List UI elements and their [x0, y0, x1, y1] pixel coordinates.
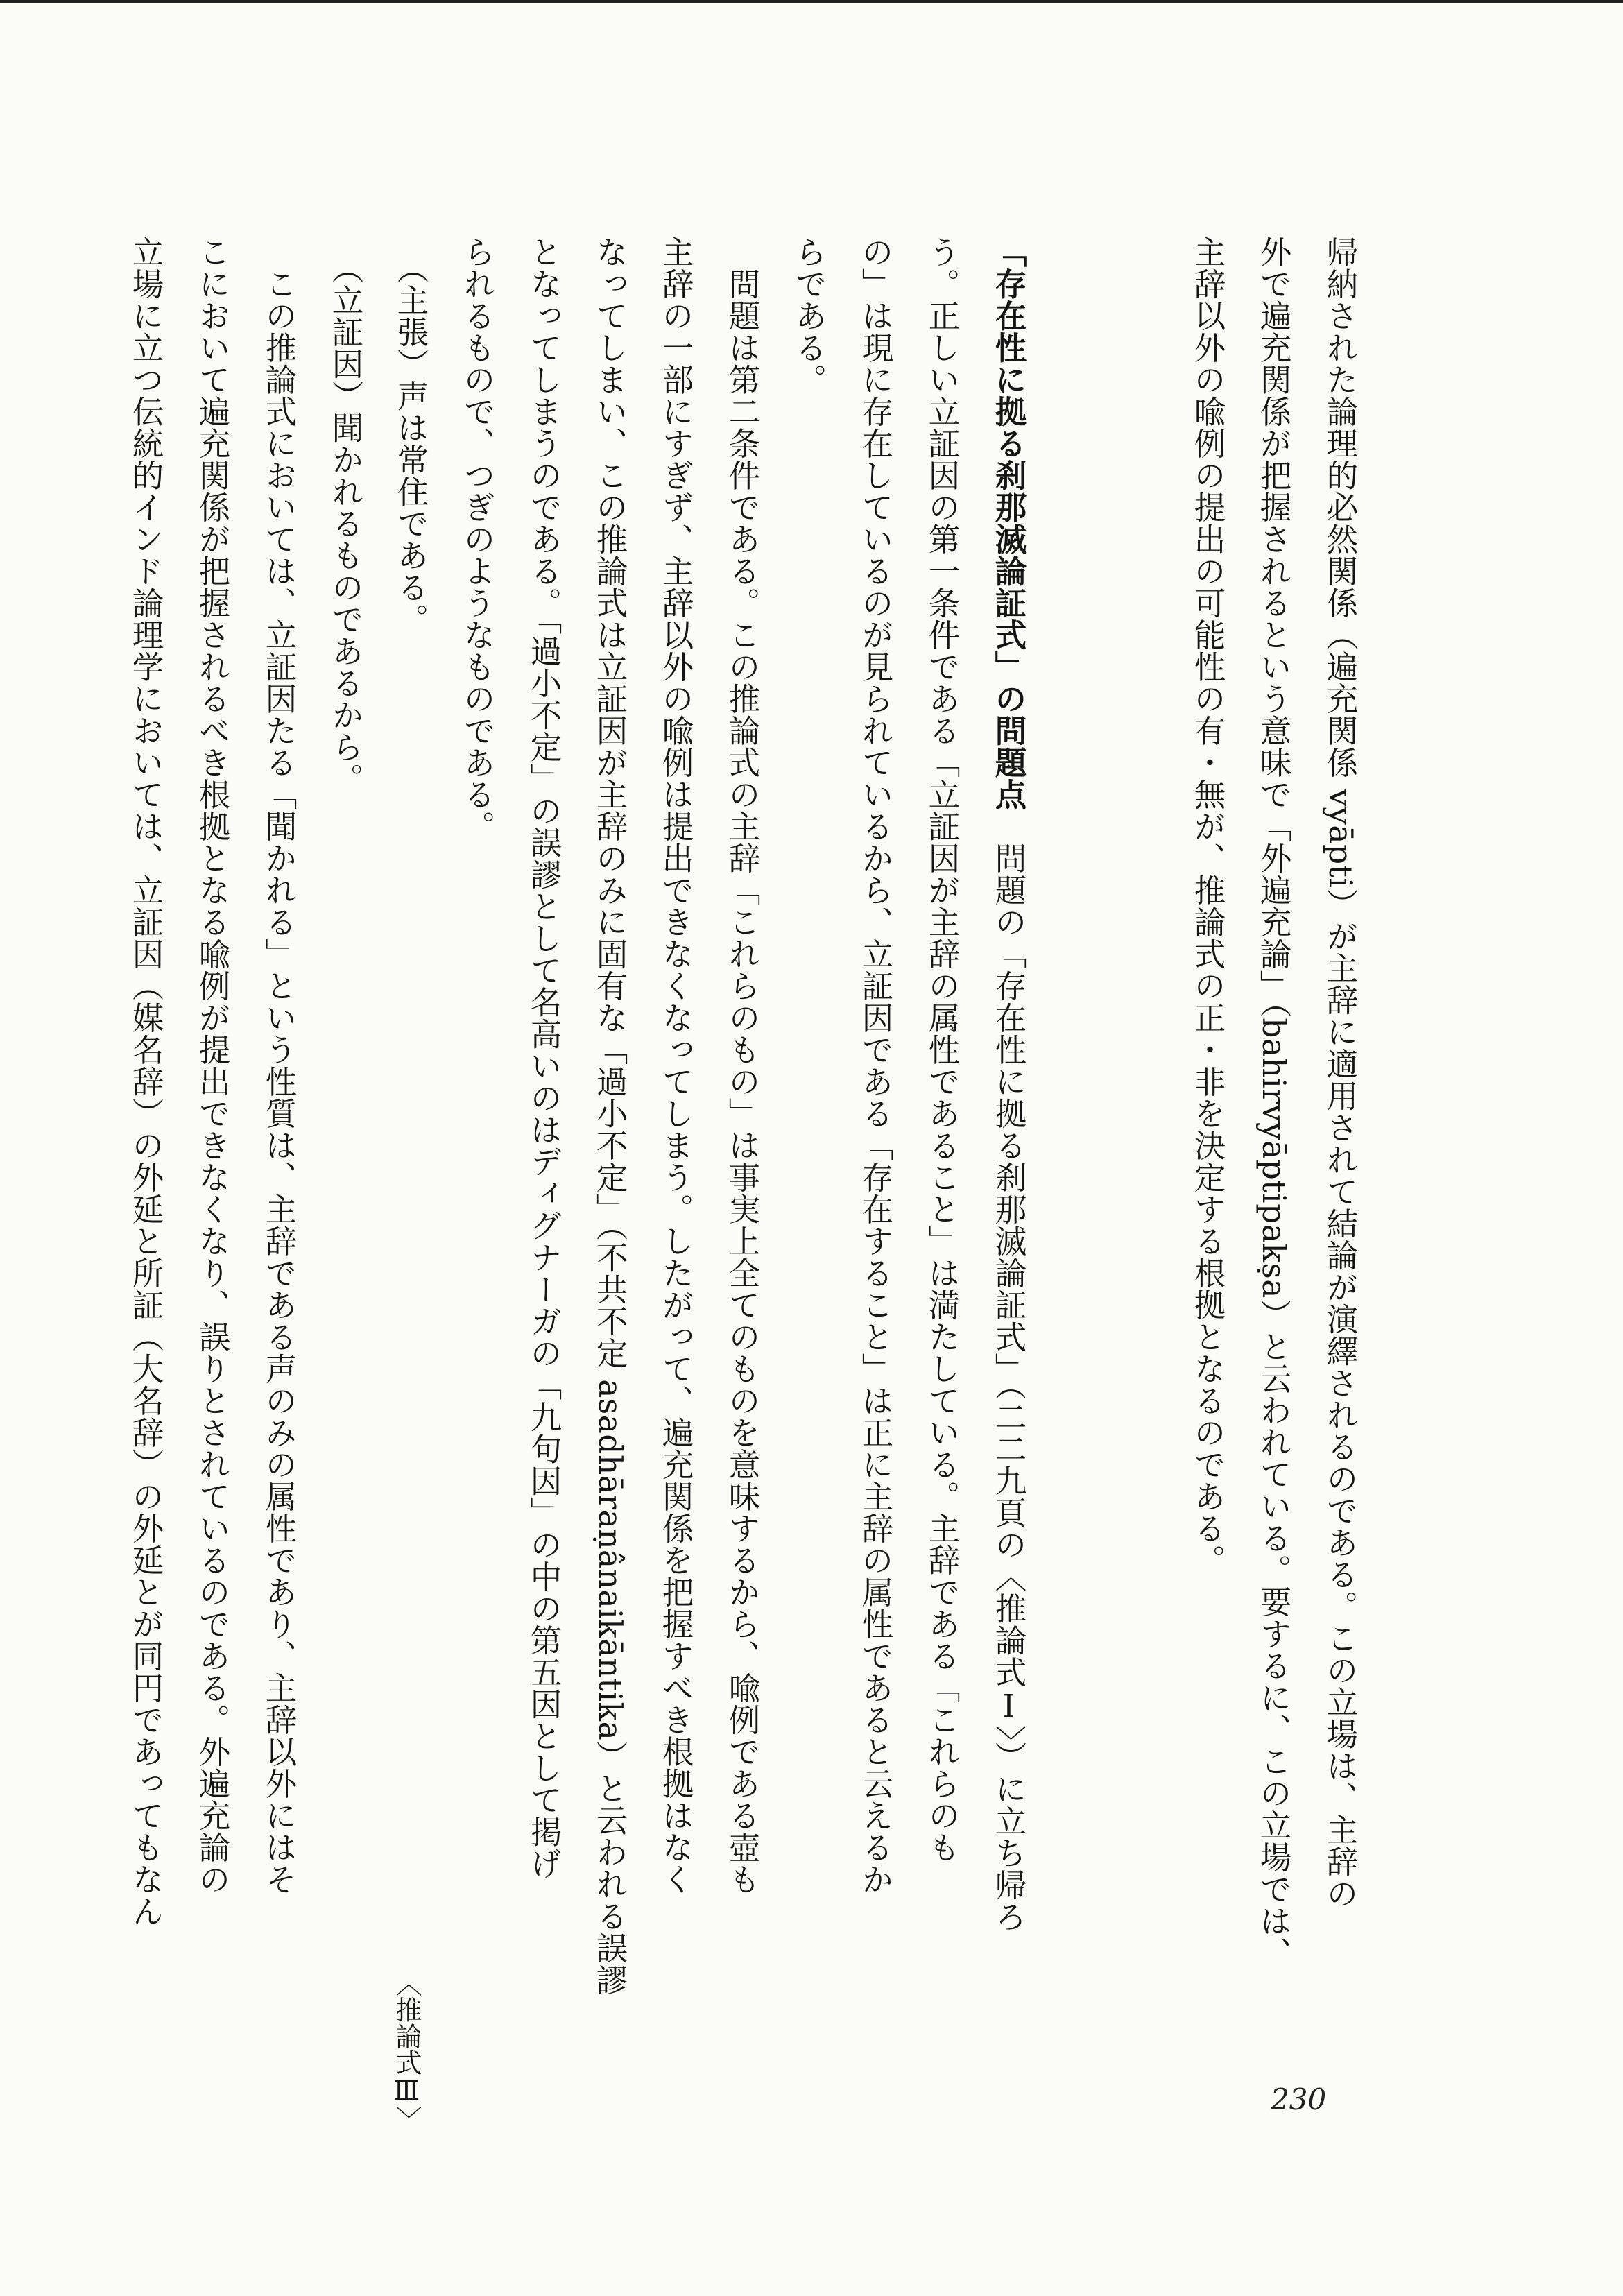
text-column: となってしまうのである。「過小不定」の誤謬として名高いのはディグナーガの「九句因」の中の第五因として掲げ	[526, 236, 563, 1880]
text-column: 外で遍充関係が把握されるという意味で「外遍充論」（bahirvyāptipakṣa）と云われている。要するに、この立場では、	[1255, 236, 1292, 1969]
text-column: う。正しい立証因の第一条件である「立証因が主辞の属性であること」は満たしている。主辞である「これらのも	[924, 236, 961, 1863]
text-column: なってしまい、この推論式は立証因が主辞のみに固有な「過小不定」（不共不定 asadhāraṇânaikāntika）と云われる誤謬	[592, 236, 628, 1996]
text-column: 問題は第二条件である。この推論式の主辞「これらのもの」は事実上全てのものを意味するから、喩例である壺も	[724, 236, 761, 1895]
section-heading-column	[984, 236, 1033, 1933]
text-column: この推論式においては、立証因たる「聞かれる」という性質は、主辞である声のみの属性であり、主辞以外にはそ	[261, 236, 298, 1895]
text-column: らである。	[791, 236, 827, 395]
text-column: 帰納された論理的必然関係（遍充関係 vyāpti）が主辞に適用されて結論が演繹されるのである。この立場は、主辞の	[1322, 236, 1359, 1910]
syllogism-claim: （主張）声は常住である。	[393, 236, 429, 635]
top-border-rule	[0, 0, 1623, 3]
text-column: られるもので、つぎのようなものである。	[459, 236, 496, 842]
syllogism-reason: （立証因）聞かれるものであるから。	[327, 236, 364, 795]
syllogism-label: 〈推論式Ⅲ〉	[391, 1970, 422, 2132]
text-column: 主辞以外の喩例の提出の可能性の有・無が、推論式の正・非を決定する根拠となるのである。	[1190, 236, 1226, 1576]
heading-continuation: 問題の「存在性に拠る刹那滅論証式」（二二九頁の〈推論式Ⅰ〉）に立ち帰ろ	[990, 810, 1027, 1933]
text-column: の」は現に存在しているのが見られているから、立証因である「存在すること」は正に主辞の属性であると云えるか	[857, 236, 894, 1895]
section-heading: 「存在性に拠る刹那滅論証式」の問題点	[990, 236, 1027, 810]
text-column: 主辞の一部にすぎず、主辞以外の喩例は提出できなくなってしまう。したがって、遍充関係を把握すべき根拠はなく	[658, 236, 694, 1895]
page-number: 230	[1271, 2082, 1327, 2116]
text-column: こにおいて遍充関係が把握されるべき根拠となる喩例が提出できなくなり、誤りとされているのである。外遍充論の	[194, 236, 231, 1895]
text-column: 立場に立つ伝統的インド論理学においては、立証因（媒名辞）の外延と所証（大名辞）の外延とが同円であってもなん	[128, 236, 164, 1927]
